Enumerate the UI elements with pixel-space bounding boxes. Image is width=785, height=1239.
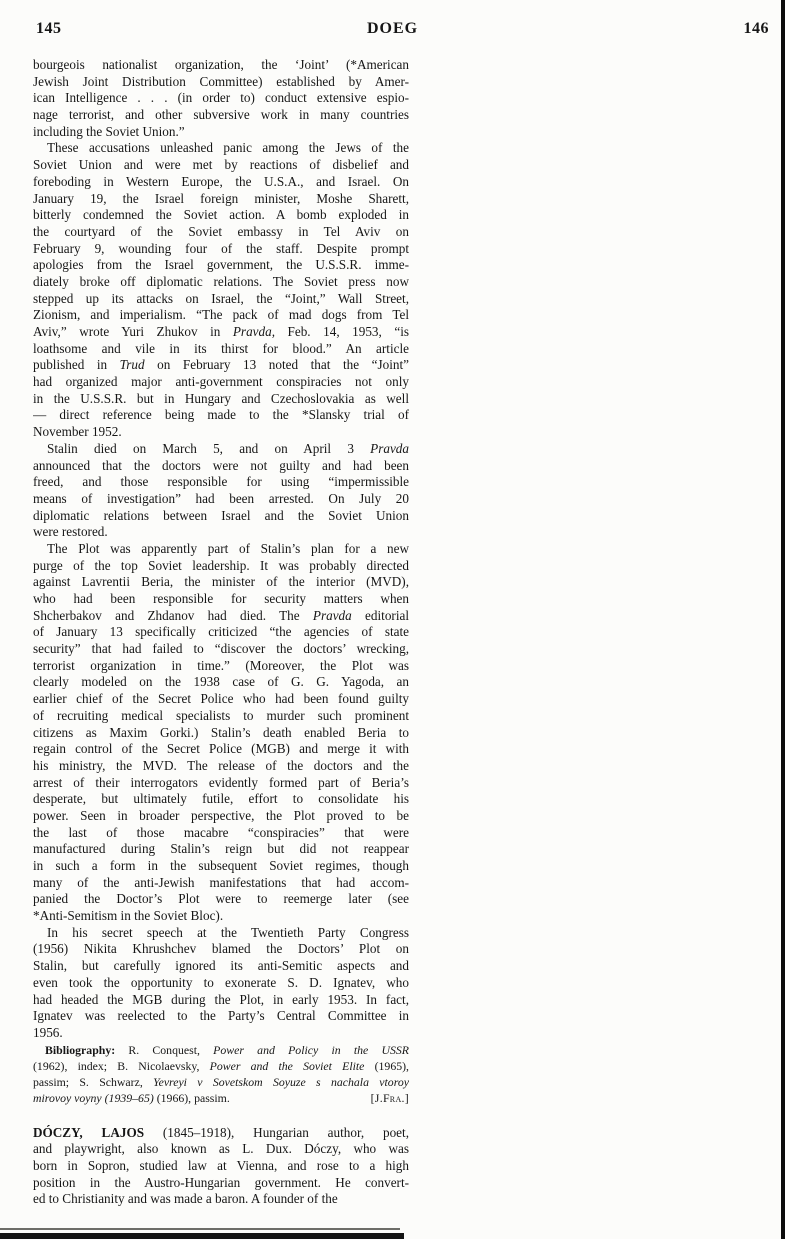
italic-text: Trud <box>119 357 145 373</box>
text-line: Jewish Joint Distribution Committee) established by Amer- <box>33 73 409 89</box>
italic-text: mirovoy voyny (1939–65) <box>33 1090 154 1105</box>
text-line: 1956. <box>33 1024 63 1040</box>
running-head-title: DOEG <box>366 20 419 37</box>
text-line: Aviv,” wrote Yuri Zhukov in Pravda, Feb. 14, 1953, “is <box>33 324 409 339</box>
entry-doczy-lajos <box>33 1125 409 1208</box>
text-line: passim; S. Schwarz, Yevreyi v Sovetskom Soyuze s nachala vtoroy <box>33 1074 409 1089</box>
text-line: Stalin died on March 5, and on April 3 Pravda <box>47 440 409 456</box>
text-line: purge of the top Soviet leadership. It was probably directed <box>33 557 409 573</box>
paragraph-stalin-death <box>33 441 409 541</box>
italic-text: Pravda <box>312 607 352 623</box>
text-line: published in Trud on February 13 noted that the “Joint” <box>33 357 409 373</box>
text-line: the courtyard of the Soviet embassy in Tel Aviv on <box>33 223 409 239</box>
text-line: Stalin, but carefully ignored its anti-Semitic aspects and <box>33 958 409 974</box>
text-line: manufactured during Stalin’s reign but did not reappear <box>33 841 409 857</box>
text-line: born in Sopron, studied law at Vienna, and rose to a high <box>33 1157 409 1173</box>
text-line: Ignatev was reelected to the Party’s Central Committee in <box>33 1008 409 1024</box>
text-line: security” that had failed to “discover the doctors’ wrecking, <box>33 641 409 657</box>
text-line: the last of those macabre “conspiracies” that were <box>33 824 409 840</box>
text-line: — direct reference being made to the *Slansky trial of <box>33 407 409 423</box>
text-line: announced that the doctors were not guilty and had been <box>33 457 409 473</box>
text-line: in such a form in the subsequent Soviet regimes, though <box>33 858 409 873</box>
text-line: in the U.S.S.R. but in Hungary and Czechoslovakia as well <box>33 390 409 406</box>
text-line: had organized major anti-government conspiracies not only <box>33 374 409 390</box>
left-page-number: 145 <box>36 20 62 37</box>
text-line: The Plot was apparently part of Stalin’s plan for a new <box>47 540 409 556</box>
text-line: position in the Austro-Hungarian government. He convert- <box>33 1174 409 1190</box>
text-column <box>33 57 409 1208</box>
text-line: (1956) Nikita Khrushchev blamed the Doctors’ Plot on <box>33 941 409 957</box>
right-page-number: 146 <box>743 20 769 37</box>
text-line: loathsome and vile in its thirst for blood.” An article <box>33 340 409 356</box>
text-line: diately broke off diplomatic relations. The Soviet press now <box>33 273 409 289</box>
italic-text: Power and Policy in the USSR <box>213 1042 409 1057</box>
text-line: his ministry, the MVD. The release of the doctors and the <box>33 757 409 773</box>
paragraph-joint-accusation <box>33 57 409 140</box>
text-line: means of investigation” had been arrested. On July 20 <box>33 490 409 506</box>
text-line: November 1952. <box>33 424 122 440</box>
text-line: In his secret speech at the Twentieth Party Congress <box>47 924 409 940</box>
text-line: DÓCZY, LAJOS (1845–1918), Hungarian author, poet, <box>33 1124 409 1140</box>
bottom-rule-thick <box>0 1233 404 1239</box>
text-line: These accusations unleashed panic among the Jews of the <box>47 140 409 156</box>
text-line: ican Intelligence . . . (in order to) conduct extensive espio- <box>33 90 409 106</box>
text-line: were restored. <box>33 524 108 540</box>
text-line: clearly modeled on the 1938 case of G. G. Yagoda, an <box>33 674 409 690</box>
text-line: of recruiting medical specialists to murder such prominent <box>33 707 409 723</box>
text-line: panied the Doctor’s Plot were to reemerge later (see <box>33 891 409 907</box>
text-line: against Lavrentii Beria, the minister of the interior (MVD), <box>33 574 409 590</box>
italic-text: Yevreyi v Sovetskom Soyuze s nachala vtoroy <box>153 1074 409 1089</box>
text-line: apologies from the Israel government, the U.S.S.R. imme- <box>33 257 409 273</box>
paragraph-khrushchev <box>33 925 409 1042</box>
text-line: stepped up its attacks on Israel, the “Joint,” Wall Street, <box>33 290 409 306</box>
text-line: earlier chief of the Secret Police who had been found guilty <box>33 691 409 707</box>
text-line: bourgeois nationalist organization, the ‘Joint’ (*American <box>33 57 409 72</box>
text-line: power. Seen in broader perspective, the Plot proved to be <box>33 807 409 823</box>
text-line: January 19, the Israel foreign minister, Moshe Sharett, <box>33 190 409 206</box>
bibliography <box>33 1042 409 1106</box>
text-line: citizens as Maxim Gorki.) Stalin’s death enabled Beria to <box>33 724 409 740</box>
italic-text: Pravda, <box>232 324 275 339</box>
bold-text: Bibliography: <box>45 1042 116 1057</box>
italic-text: Pravda <box>370 440 409 456</box>
text-line: arrest of their interrogators evidently formed part of Beria’s <box>33 774 409 790</box>
italic-text: Power and the Soviet Elite <box>209 1058 365 1073</box>
text-line: had headed the MGB during the Plot, in early 1953. In fact, <box>33 991 409 1007</box>
paragraph-reactions <box>33 140 409 440</box>
text-line: many of the anti-Jewish manifestations that had accom- <box>33 874 409 890</box>
text-line: ed to Christianity and was made a baron. A founder of the <box>33 1191 338 1207</box>
text-line: including the Soviet Union.” <box>33 123 185 139</box>
text-line: Bibliography: R. Conquest, Power and Policy in the USSR <box>45 1042 409 1057</box>
author-signature: [J.Fra.] <box>370 1090 409 1105</box>
text-line: regain control of the Secret Police (MGB) and merge it with <box>33 741 409 757</box>
text-line: terrorist organization in time.” (Moreover, the Plot was <box>33 657 409 673</box>
text-line: (1962), index; B. Nicolaevsky, Power and the Soviet Elite (1965), <box>33 1058 409 1073</box>
text-line: Shcherbakov and Zhdanov had died. The Pravda editorial <box>33 607 409 623</box>
bold-text: DÓCZY, LAJOS <box>33 1124 145 1140</box>
text-line: bitterly condemned the Soviet action. A bomb exploded in <box>33 207 409 223</box>
bottom-rule-thin <box>0 1228 400 1230</box>
text-line: and playwright, also known as L. Dux. Dóczy, who was <box>33 1141 409 1157</box>
text-line: foreboding in Western Europe, the U.S.A., and Israel. On <box>33 173 409 189</box>
text-line: Soviet Union and were met by reactions of disbelief and <box>33 157 409 173</box>
text-line: mirovoy voyny (1939–65) (1966), passim. [J.Fra.] <box>33 1090 409 1105</box>
text-line: *Anti-Semitism in the Soviet Bloc). <box>33 908 224 924</box>
paragraph-plot-analysis <box>33 541 409 925</box>
text-line: who had been responsible for security matters when <box>33 591 409 606</box>
text-line: desperate, but ultimately futile, effort to consolidate his <box>33 791 409 807</box>
text-line: diplomatic relations between Israel and the Soviet Union <box>33 507 409 523</box>
text-line: nage terrorist, and other subversive work in many countries <box>33 107 409 123</box>
text-line: even took the opportunity to exonerate S. D. Ignatev, who <box>33 974 409 990</box>
text-line: freed, and those responsible for using “impermissible <box>33 474 409 490</box>
text-line: of January 13 specifically criticized “the agencies of state <box>33 624 409 640</box>
page-edge-scan-line <box>781 0 785 1239</box>
text-line: Zionism, and imperialism. “The pack of mad dogs from Tel <box>33 307 409 323</box>
text-line: February 9, wounding four of the staff. Despite prompt <box>33 240 409 256</box>
